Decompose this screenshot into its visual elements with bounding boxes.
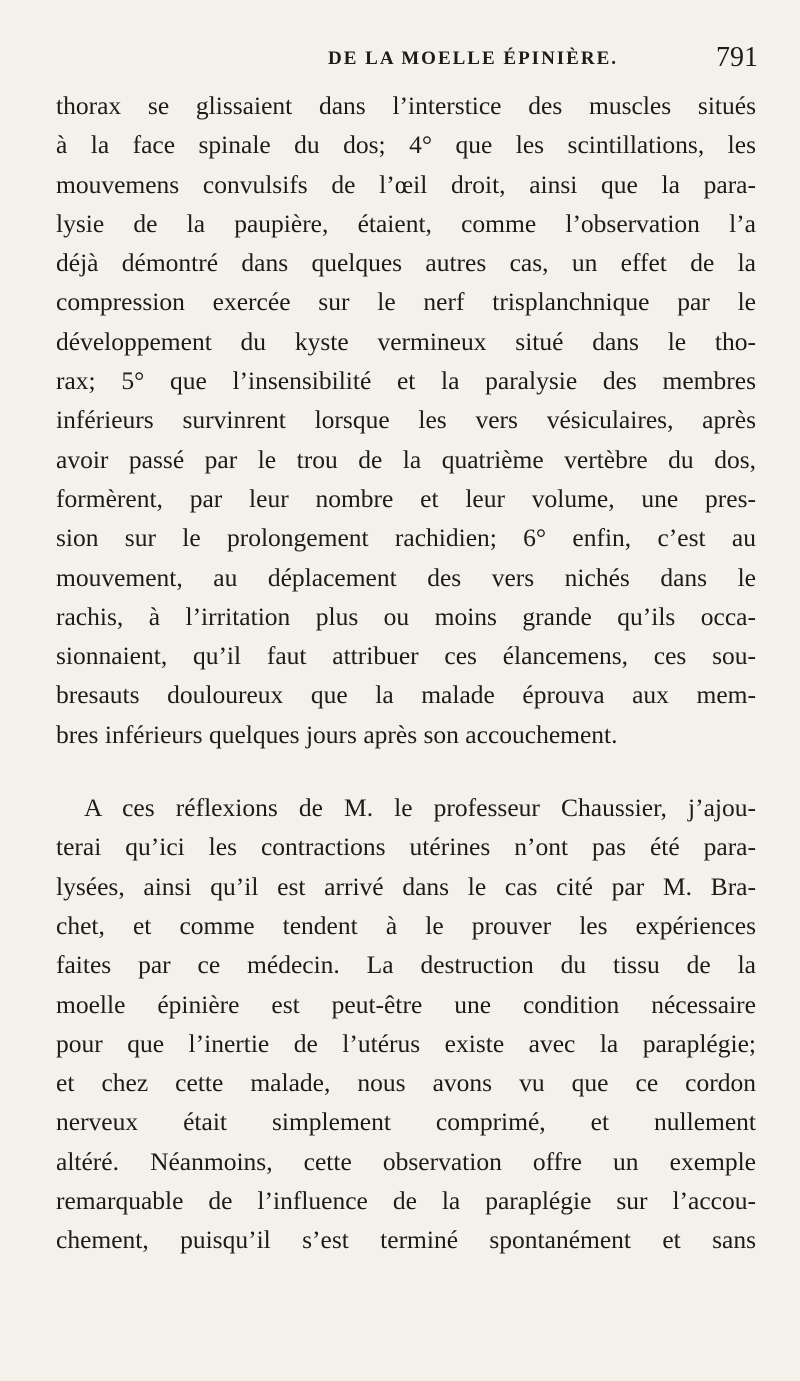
text-line: rax; 5° que l’insensibilité et la paralysie des membres bbox=[56, 366, 756, 396]
text-line: altéré. Néanmoins, cette observation offre un exemple bbox=[56, 1146, 756, 1176]
paragraph-1 bbox=[56, 86, 756, 754]
text-line: terai qu’ici les contractions utérines n’ont pas été para- bbox=[56, 832, 756, 862]
paragraph-2 bbox=[56, 788, 756, 1260]
text-line: pour que l’inertie de l’utérus existe avec la paraplégie; bbox=[56, 1028, 756, 1058]
text-line: nerveux était simplement comprimé, et nullement bbox=[56, 1107, 756, 1137]
text-line: faites par ce médecin. La destruction du tissu de la bbox=[56, 950, 756, 980]
text-line: mouvement, au déplacement des vers nichés dans le bbox=[56, 562, 756, 592]
text-line: sion sur le prolongement rachidien; 6° enfin, c’est au bbox=[56, 523, 756, 553]
text-line: déjà démontré dans quelques autres cas, un effet de la bbox=[56, 248, 756, 278]
text-line: rachis, à l’irritation plus ou moins grande qu’ils occa- bbox=[56, 601, 756, 631]
running-head bbox=[60, 42, 760, 82]
text-line: thorax se glissaient dans l’interstice des muscles situés bbox=[56, 91, 756, 120]
body-text bbox=[56, 86, 756, 1260]
text-line: formèrent, par leur nombre et leur volume, une pres- bbox=[56, 483, 756, 513]
running-head-title: DE LA MOELLE ÉPINIÈRE. bbox=[328, 48, 618, 69]
text-line: lysées, ainsi qu’il est arrivé dans le cas cité par M. Bra- bbox=[56, 871, 756, 901]
text-line: développement du kyste vermineux situé dans le tho- bbox=[56, 326, 756, 356]
text-line: compression exercée sur le nerf trisplanchnique par le bbox=[56, 287, 756, 317]
page-number: 791 bbox=[716, 42, 758, 73]
text-line: sionnaient, qu’il faut attribuer ces élancemens, ces sou- bbox=[56, 641, 756, 671]
text-line: remarquable de l’influence de la paraplégie sur l’accou- bbox=[56, 1186, 756, 1216]
text-line: moelle épinière est peut-être une condition nécessaire bbox=[56, 989, 756, 1019]
text-line: bres inférieurs quelques jours après son accouchement. bbox=[56, 719, 618, 749]
text-line: inférieurs survinrent lorsque les vers vésiculaires, après bbox=[56, 405, 756, 435]
text-line: A ces réflexions de M. le professeur Chaussier, j’ajou- bbox=[84, 793, 756, 823]
text-line: à la face spinale du dos; 4° que les scintillations, les bbox=[56, 130, 756, 160]
text-line: bresauts douloureux que la malade éprouva aux mem- bbox=[56, 680, 756, 710]
text-line: avoir passé par le trou de la quatrième vertèbre du dos, bbox=[56, 444, 756, 474]
text-line: chement, puisqu’il s’est terminé spontanément et sans bbox=[56, 1225, 756, 1255]
text-line: chet, et comme tendent à le prouver les expériences bbox=[56, 910, 756, 940]
paragraph-gap bbox=[56, 754, 756, 788]
text-line: lysie de la paupière, étaient, comme l’observation l’a bbox=[56, 208, 756, 238]
text-line: mouvemens convulsifs de l’œil droit, ainsi que la para- bbox=[56, 169, 756, 199]
text-line: et chez cette malade, nous avons vu que ce cordon bbox=[56, 1068, 756, 1098]
